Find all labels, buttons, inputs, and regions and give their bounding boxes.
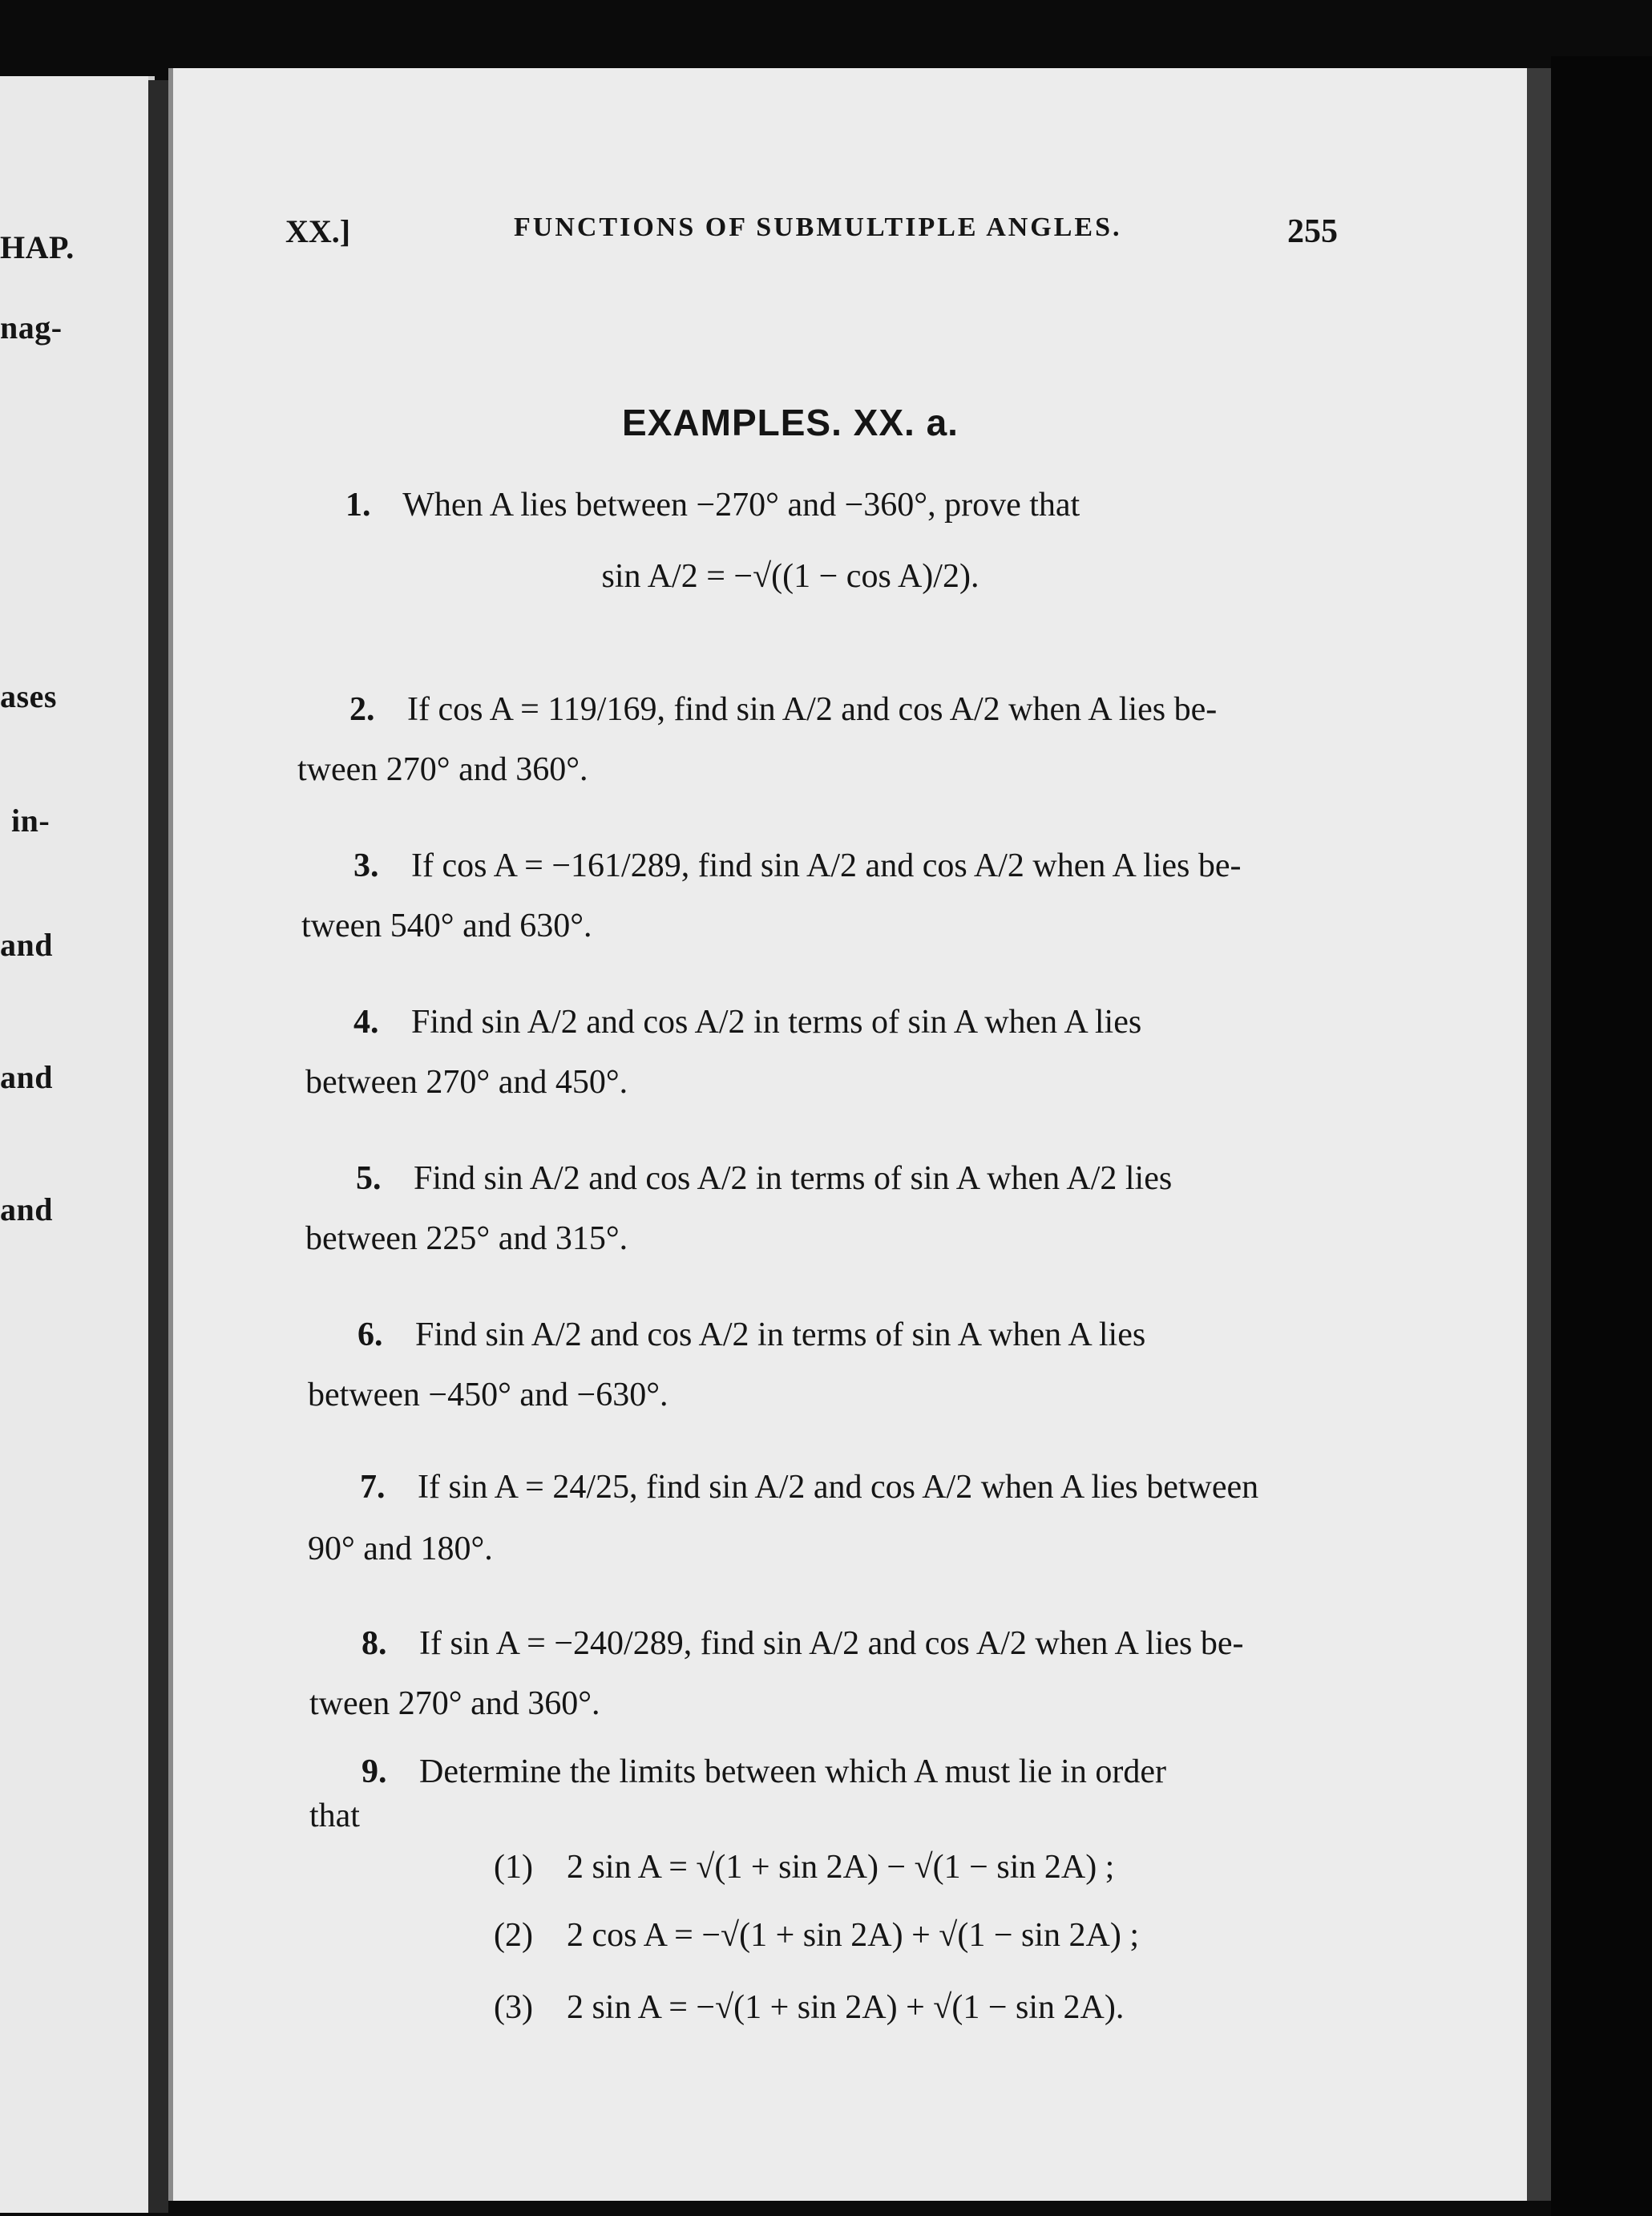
example-2 [349,689,1472,730]
example-1 [345,485,1468,525]
example-text: If sin A = 24/25, find sin A/2 and cos A/2 when A lies between [418,1469,1259,1506]
example-8-continuation: tween 270° and 360°. [309,1685,600,1722]
page-edge-shadow [1527,68,1551,2201]
example-9-continuation: that [309,1797,360,1834]
condition-1 [494,1848,1114,1886]
condition-formula: 2 sin A = √(1 + sin 2A) − √(1 − sin 2A) ; [566,1849,1115,1886]
left-facing-page [0,76,155,2213]
example-text: If sin A = −240/289, find sin A/2 and cos A/2 when A lies be- [419,1625,1244,1662]
example-1-formula: sin A/2 = −√((1 − cos A)/2). [601,558,979,595]
example-2-continuation: tween 270° and 360°. [297,751,588,788]
example-number: 4. [353,1004,379,1041]
scan-background [1551,56,1652,2216]
condition-label: (3) [494,1989,533,2026]
chapter-label: XX.] [285,213,351,249]
condition-3 [494,1988,1124,2027]
example-text: When A lies between −270° and −360°, prove that [402,487,1080,524]
section-heading: EXAMPLES. XX. a. [622,402,959,443]
example-5 [356,1159,1478,1199]
example-number: 6. [357,1316,383,1353]
example-3-continuation: tween 540° and 630°. [301,908,592,944]
example-number: 2. [349,691,375,728]
example-number: 7. [360,1469,386,1506]
example-text: If cos A = −161/289, find sin A/2 and cos A/2 when A lies be- [411,847,1242,884]
left-fragment: ases [0,678,57,714]
example-text: Determine the limits between which A must lie in order [419,1753,1166,1790]
example-7-continuation: 90° and 180°. [308,1531,493,1567]
example-number: 9. [362,1753,387,1790]
example-8 [362,1624,1484,1664]
example-text: Find sin A/2 and cos A/2 in terms of sin A when A lies [415,1316,1146,1353]
example-6-continuation: between −450° and −630°. [308,1377,668,1413]
example-text: If cos A = 119/169, find sin A/2 and cos A/2 when A lies be- [407,691,1218,728]
condition-2 [494,1916,1139,1955]
example-7 [360,1467,1482,1507]
running-head [173,212,1532,261]
example-4 [353,1002,1476,1042]
example-number: 8. [362,1625,387,1662]
page-number: 255 [1287,213,1338,250]
left-fragment: in- [11,803,50,839]
example-9 [362,1752,1484,1792]
book-page [168,68,1532,2201]
left-fragment: and [0,1059,53,1095]
running-title: FUNCTIONS OF SUBMULTIPLE ANGLES. [514,212,1122,242]
example-number: 3. [353,847,379,884]
example-6 [357,1315,1480,1355]
example-5-continuation: between 225° and 315°. [305,1220,628,1257]
example-number: 5. [356,1160,382,1197]
condition-label: (2) [494,1917,533,1954]
condition-label: (1) [494,1849,533,1886]
left-fragment: HAP. [0,229,75,265]
condition-formula: 2 cos A = −√(1 + sin 2A) + √(1 − sin 2A) ; [566,1917,1140,1954]
left-fragment: and [0,1191,53,1227]
example-number: 1. [345,487,371,524]
example-4-continuation: between 270° and 450°. [305,1064,628,1101]
example-3 [353,846,1476,886]
condition-formula: 2 sin A = −√(1 + sin 2A) + √(1 − sin 2A). [566,1989,1125,2026]
left-fragment: nag- [0,309,63,346]
example-text: Find sin A/2 and cos A/2 in terms of sin A when A lies [411,1004,1142,1041]
book-gutter [148,80,168,2213]
example-text: Find sin A/2 and cos A/2 in terms of sin A when A/2 lies [414,1160,1173,1197]
left-fragment: and [0,927,53,963]
